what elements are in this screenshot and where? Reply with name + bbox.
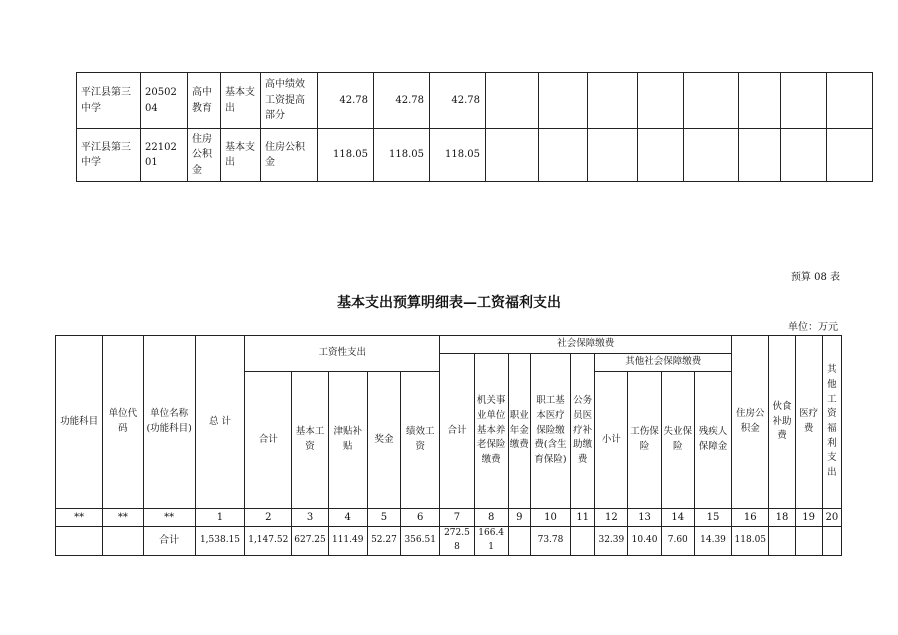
code-cell: 2210201 [141,129,188,182]
header-row [56,336,842,354]
budget-table [55,335,842,556]
code-cell: 2050204 [141,73,188,129]
total-cell: 1,147.52 [245,527,292,556]
index-cell: 9 [508,509,530,527]
header-basic-wage: 基本工资 [292,372,328,509]
table-row [77,129,873,182]
header-pension: 机关事业单位基本养老保险缴费 [474,354,508,509]
header-unit-name: 单位名称(功能科目) [143,336,195,509]
index-cell: 4 [328,509,367,527]
header-social-group: 社会保障缴费 [440,336,732,354]
form-number: 预算 08 表 [790,272,840,283]
item-cell: 住房公积金 [261,129,318,182]
header-allowance: 津贴补贴 [328,372,367,509]
header-medical: 职工基本医疗保险缴费(含生育保险) [530,354,570,509]
index-cell: 7 [440,509,474,527]
value-cell: 42.78 [430,73,486,129]
header-disabled: 残疾人保障金 [694,372,731,509]
index-cell: 19 [795,509,822,527]
index-cell: 2 [245,509,292,527]
total-cell: 272.58 [440,527,474,556]
total-cell [56,527,103,556]
value-cell: 118.05 [430,129,486,182]
total-cell [508,527,530,556]
total-cell: 52.27 [367,527,400,556]
total-cell: 118.05 [732,527,769,556]
header-other-social-group: 其他社会保障缴费 [595,354,732,372]
func-cell: 住房公积金 [188,129,221,182]
header-injury: 工伤保险 [628,372,661,509]
header-func-subject: 功能科目 [56,336,103,509]
header-meal: 伙食补助费 [769,336,795,509]
index-cell: ** [103,509,143,527]
total-cell [769,527,795,556]
header-social-subtotal: 合计 [440,354,474,509]
total-label: 合计 [143,527,195,556]
header-perf-wage: 绩效工资 [401,372,440,509]
total-row [56,527,842,556]
index-row [56,509,842,527]
index-cell: 1 [195,509,244,527]
header-wage-subtotal: 合计 [245,372,292,509]
value-cell: 42.78 [318,73,374,129]
continuation-table [76,72,873,182]
index-cell: ** [56,509,103,527]
header-unemployment: 失业保险 [661,372,694,509]
header-total: 总 计 [195,336,244,509]
item-cell: 高中绩效工资提高部分 [261,73,318,129]
index-cell: 16 [732,509,769,527]
total-cell [795,527,822,556]
index-cell: 6 [401,509,440,527]
index-cell: 18 [769,509,795,527]
total-cell [103,527,143,556]
value-cell: 118.05 [318,129,374,182]
total-cell: 10.40 [628,527,661,556]
header-housing-fund: 住房公积金 [732,336,769,509]
index-cell: 14 [661,509,694,527]
type-cell: 基本支出 [221,73,261,129]
index-cell: 15 [694,509,731,527]
total-cell [822,527,841,556]
total-cell: 14.39 [694,527,731,556]
index-cell: ** [143,509,195,527]
header-other-wage: 其他工资福利支出 [822,336,841,509]
unit-cell: 平江县第三中学 [77,73,141,129]
func-cell: 高中教育 [188,73,221,129]
value-cell: 118.05 [374,129,430,182]
unit-cell: 平江县第三中学 [77,129,141,182]
total-cell: 356.51 [401,527,440,556]
unit-label: 单位：万元 [788,322,838,333]
total-cell: 73.78 [530,527,570,556]
index-cell: 3 [292,509,328,527]
index-cell: 5 [367,509,400,527]
total-cell: 1,538.15 [195,527,244,556]
index-cell: 12 [595,509,628,527]
value-cell: 42.78 [374,73,430,129]
header-bonus: 奖金 [367,372,400,509]
header-other-subtotal: 小计 [595,372,628,509]
header-medical-fee: 医疗费 [795,336,822,509]
index-cell: 11 [571,509,595,527]
total-cell: 7.60 [661,527,694,556]
table-row [77,73,873,129]
header-civil-medical: 公务员医疗补助缴费 [571,354,595,509]
index-cell: 20 [822,509,841,527]
total-cell: 32.39 [595,527,628,556]
type-cell: 基本支出 [221,129,261,182]
total-cell: 627.25 [292,527,328,556]
header-unit-code: 单位代码 [103,336,143,509]
header-wage-group: 工资性支出 [245,336,440,372]
index-cell: 13 [628,509,661,527]
page-title: 基本支出预算明细表—工资福利支出 [337,295,561,311]
total-cell [571,527,595,556]
header-annuity: 职业年金缴费 [508,354,530,509]
index-cell: 8 [474,509,508,527]
index-cell: 10 [530,509,570,527]
total-cell: 111.49 [328,527,367,556]
total-cell: 166.41 [474,527,508,556]
